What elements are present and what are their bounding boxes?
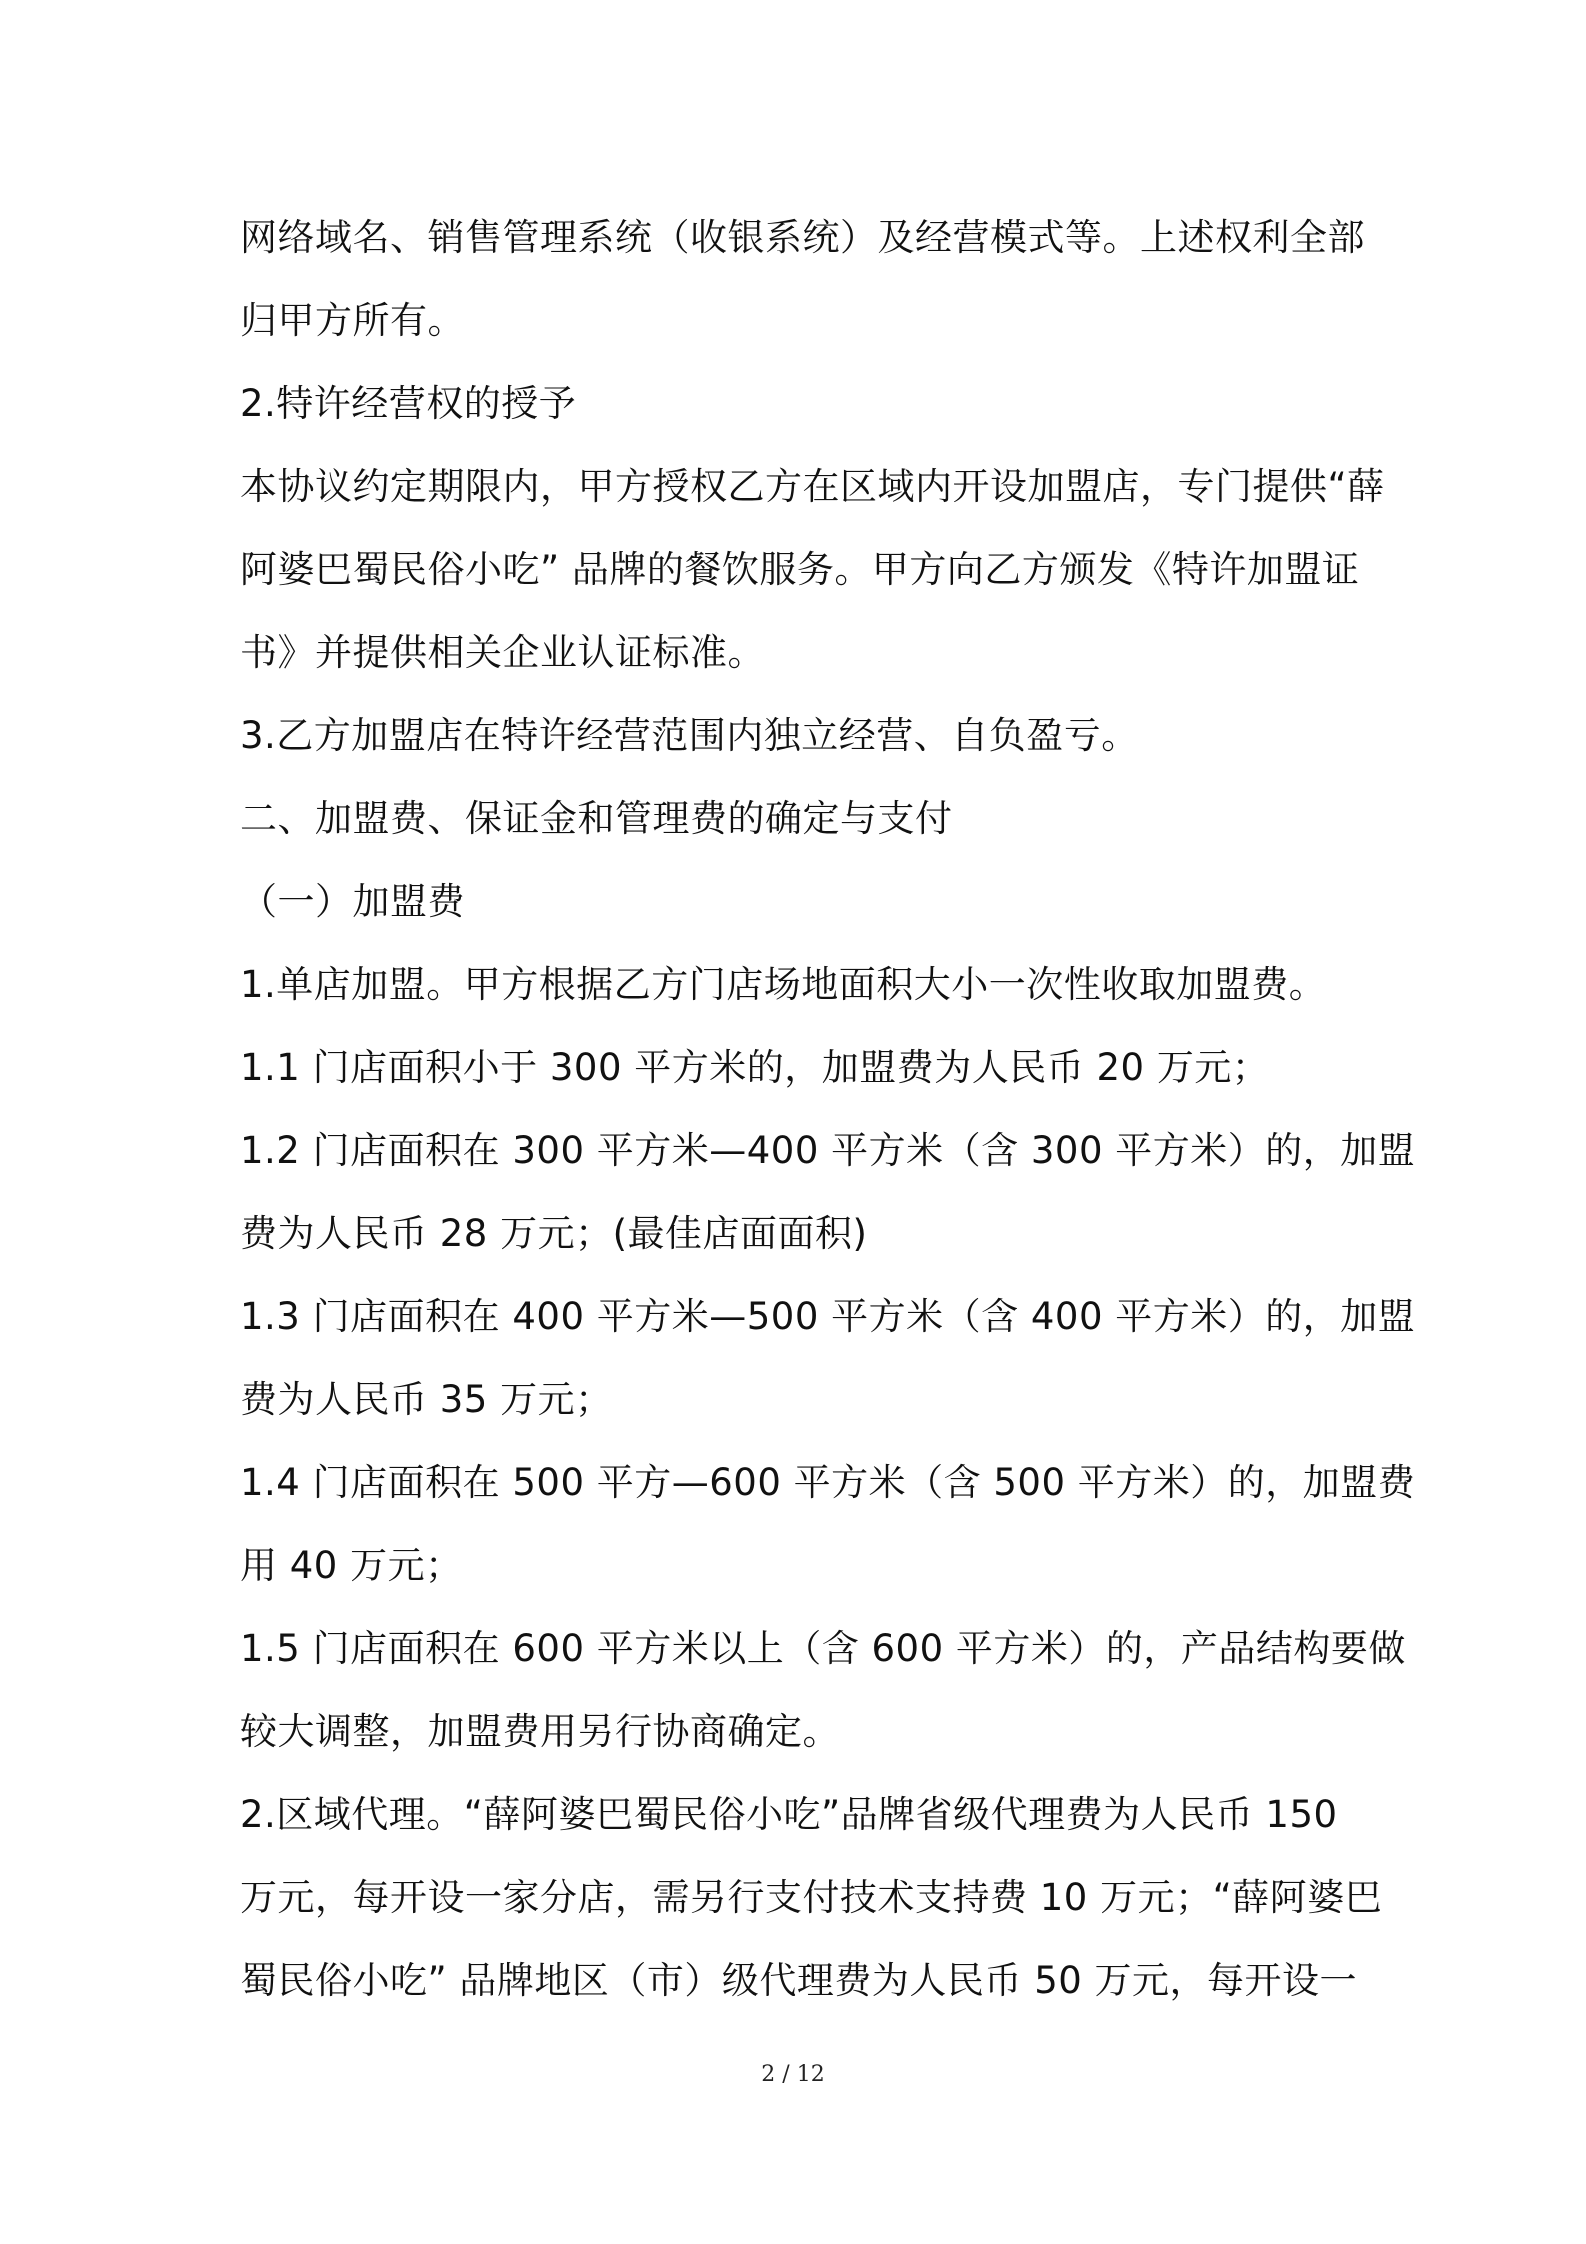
text-line: 1.1 门店面积小于 300 平方米的，加盟费为人民币 20 万元；	[240, 1046, 1270, 1089]
text-line: 费为人民币 35 万元；	[240, 1378, 613, 1421]
text-line: 2.区域代理。“薛阿婆巴蜀民俗小吃”品牌省级代理费为人民币 150	[240, 1793, 1338, 1836]
document-body	[240, 196, 1416, 2022]
section-heading: 二、加盟费、保证金和管理费的确定与支付	[240, 797, 953, 840]
text-line: 1.3 门店面积在 400 平方米—500 平方米（含 400 平方米）的，加盟	[240, 1295, 1416, 1338]
text-line: 3.乙方加盟店在特许经营范围内独立经营、自负盈亏。	[240, 714, 1139, 757]
text-line: 费为人民币 28 万元；(最佳店面面积)	[240, 1212, 868, 1255]
text-line: 蜀民俗小吃” 品牌地区（市）级代理费为人民币 50 万元，每开设一	[240, 1959, 1358, 2002]
page-number: 2 / 12	[761, 2062, 825, 2087]
text-line: 万元，每开设一家分店，需另行支付技术支持费 10 万元；“薛阿婆巴	[240, 1876, 1383, 1919]
text-line: 网络域名、销售管理系统（收银系统）及经营模式等。上述权利全部	[240, 216, 1365, 259]
text-line: 阿婆巴蜀民俗小吃” 品牌的餐饮服务。甲方向乙方颁发《特许加盟证	[240, 548, 1360, 591]
text-line: 书》并提供相关企业认证标准。	[240, 631, 765, 674]
text-line: 用 40 万元；	[240, 1544, 463, 1587]
text-line: 归甲方所有。	[240, 299, 465, 342]
text-line: 1.2 门店面积在 300 平方米—400 平方米（含 300 平方米）的，加盟	[240, 1129, 1416, 1172]
text-line: 1.单店加盟。甲方根据乙方门店场地面积大小一次性收取加盟费。	[240, 963, 1327, 1006]
text-line: 1.5 门店面积在 600 平方米以上（含 600 平方米）的，产品结构要做	[240, 1627, 1406, 1670]
text-line: 1.4 门店面积在 500 平方—600 平方米（含 500 平方米）的，加盟费	[240, 1461, 1416, 1504]
text-line: 较大调整，加盟费用另行协商确定。	[240, 1710, 840, 1753]
text-line: 本协议约定期限内，甲方授权乙方在区域内开设加盟店，专门提供“薛	[240, 465, 1385, 508]
section-heading: 2.特许经营权的授予	[240, 382, 577, 425]
subsection-heading: （一）加盟费	[240, 880, 465, 923]
